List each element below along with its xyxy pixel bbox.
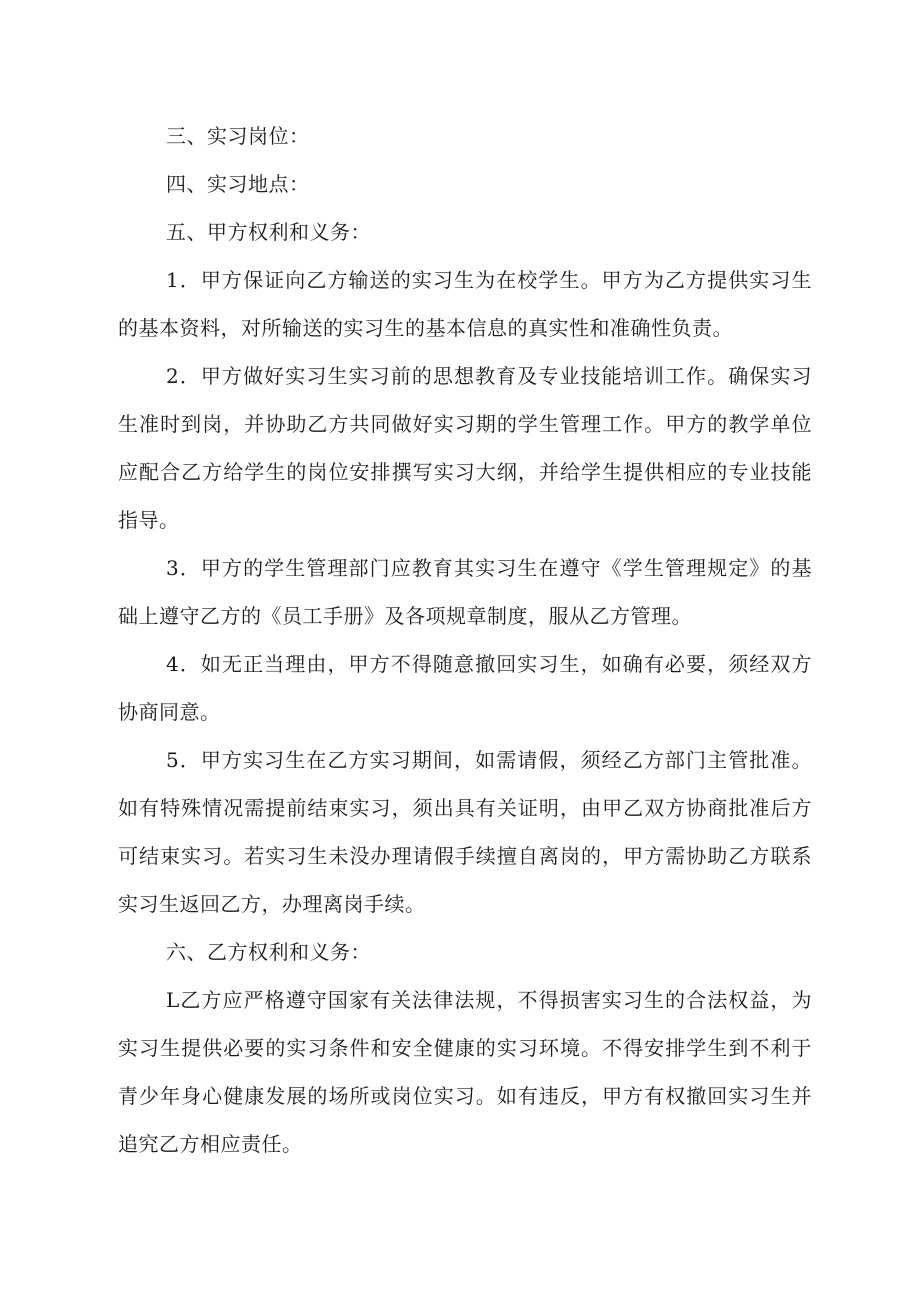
section-heading-party-a-rights: 五、甲方权利和义务：	[166, 220, 371, 244]
section-heading-internship-position: 三、实习岗位：	[166, 124, 310, 148]
party-a-clause-5: 5．甲方实习生在乙方实习期间，如需请假，须经乙方部门主管批准。如有特殊情况需提前结束实习，须出具有关证明，由甲乙双方协商批准后方可结束实习。若实习生未没办理请假手续擅自离岗的，甲方需协助乙方联系实习生返回乙方，办理离岗手续。	[118, 748, 812, 916]
section-heading-party-b-rights: 六、乙方权利和义务：	[166, 940, 371, 964]
party-a-clause-2: 2．甲方做好实习生实习前的思想教育及专业技能培训工作。确保实习生准时到岗，并协助乙方共同做好实习期的学生管理工作。甲方的教学单位应配合乙方给学生的岗位安排撰写实习大纲，并给学生提供相应的专业技能指导。	[118, 364, 812, 532]
document-page	[118, 112, 812, 1168]
party-a-clause-4: 4．如无正当理由，甲方不得随意撤回实习生，如确有必要，须经双方协商同意。	[118, 652, 812, 724]
party-a-clause-1: 1．甲方保证向乙方输送的实习生为在校学生。甲方为乙方提供实习生的基本资料，对所输送的实习生的基本信息的真实性和准确性负责。	[118, 268, 812, 340]
section-heading-internship-location: 四、实习地点：	[166, 172, 310, 196]
party-a-clause-3: 3．甲方的学生管理部门应教育其实习生在遵守《学生管理规定》的基础上遵守乙方的《员工手册》及各项规章制度，服从乙方管理。	[118, 556, 812, 628]
party-b-clause-1: L乙方应严格遵守国家有关法律法规，不得损害实习生的合法权益，为实习生提供必要的实习条件和安全健康的实习环境。不得安排学生到不利于青少年身心健康发展的场所或岗位实习。如有违反，甲方有权撤回实习生并追究乙方相应责任。	[118, 988, 812, 1156]
